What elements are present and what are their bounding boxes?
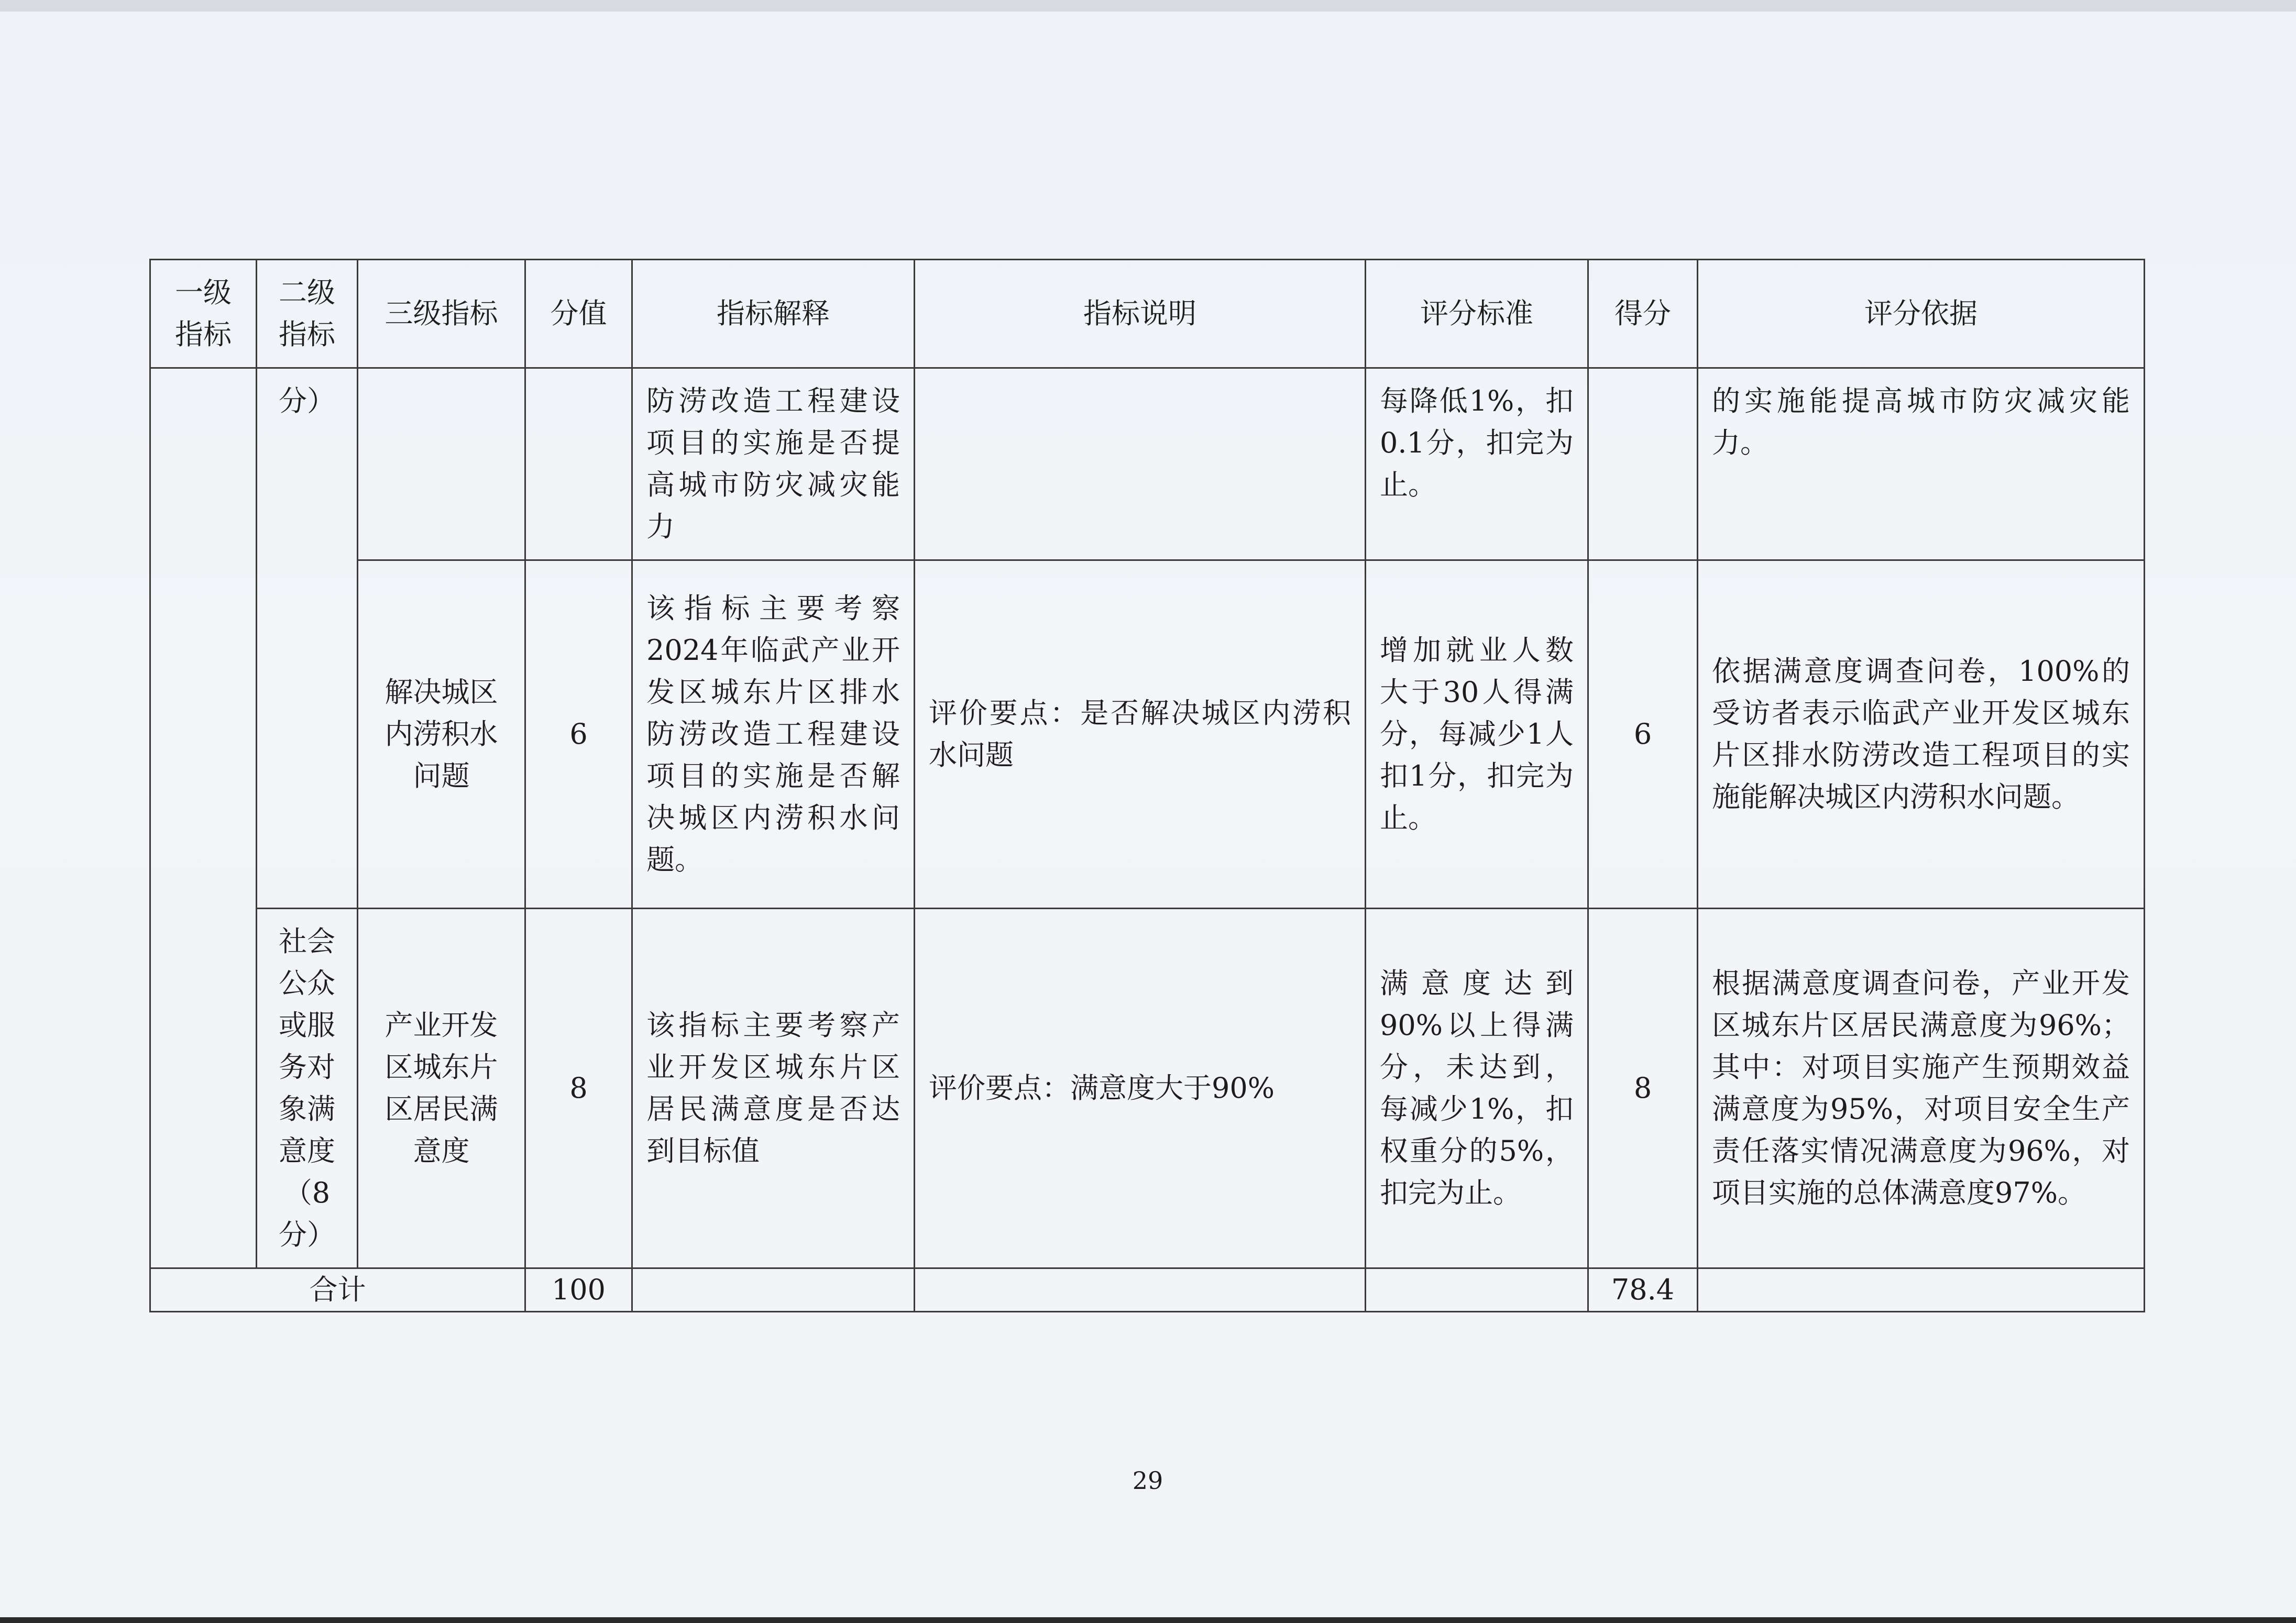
total-empty-cell (915, 1268, 1366, 1312)
interpretation-cell: 该指标主要考察2024年临武产业开发区城东片区排水防涝改造工程建设项目的实施是否解决城区内涝积水问题。 (632, 560, 915, 909)
description-cell: 评价要点：满意度大于90% (915, 909, 1366, 1268)
basis-cell: 根据满意度调查问卷，产业开发区城东片区居民满意度为96%；其中：对项目实施产生预期效益满意度为95%，对项目安全生产责任落实情况满意度为96%，对项目实施的总体满意度97%。 (1698, 909, 2145, 1268)
total-score: 78.4 (1588, 1268, 1698, 1312)
total-empty-cell (1366, 1268, 1588, 1312)
weight-cell: 6 (525, 560, 632, 909)
level3-cell: 解决城区内涝积水问题 (358, 560, 525, 909)
weight-cell: 8 (525, 909, 632, 1268)
header-description: 指标说明 (915, 260, 1366, 368)
scan-top-edge (0, 0, 2296, 12)
interpretation-cell: 防涝改造工程建设项目的实施是否提高城市防灾减灾能力 (632, 368, 915, 560)
header-level2: 二级指标 (257, 260, 358, 368)
total-row (150, 1268, 2145, 1312)
header-interpretation: 指标解释 (632, 260, 915, 368)
description-cell (915, 368, 1366, 560)
table-row (150, 560, 2145, 909)
header-weight: 分值 (525, 260, 632, 368)
page-number: 29 (1132, 1466, 1163, 1495)
criteria-cell: 增加就业人数大于30人得满分，每减少1人扣1分，扣完为止。 (1366, 560, 1588, 909)
weight-cell (525, 368, 632, 560)
header-basis: 评分依据 (1698, 260, 2145, 368)
table-row (150, 909, 2145, 1268)
header-level1: 一级指标 (150, 260, 257, 368)
total-empty-cell (632, 1268, 915, 1312)
score-cell (1588, 368, 1698, 560)
level2-cell: 社会公众或服务对象满意度（8分） (257, 909, 358, 1268)
criteria-cell: 满意度达到90%以上得满分，未达到，每减少1%，扣权重分的5%，扣完为止。 (1366, 909, 1588, 1268)
scan-bottom-edge (0, 1617, 2296, 1623)
level3-cell: 产业开发区城东片区居民满意度 (358, 909, 525, 1268)
basis-cell: 的实施能提高城市防灾减灾能力。 (1698, 368, 2145, 560)
table-row (150, 368, 2145, 560)
header-criteria: 评分标准 (1366, 260, 1588, 368)
description-cell: 评价要点：是否解决城区内涝积水问题 (915, 560, 1366, 909)
total-weight: 100 (525, 1268, 632, 1312)
evaluation-table (149, 259, 2145, 1312)
level1-cell (150, 368, 257, 1268)
level3-cell (358, 368, 525, 560)
score-cell: 8 (1588, 909, 1698, 1268)
basis-cell: 依据满意度调查问卷，100%的受访者表示临武产业开发区城东片区排水防涝改造工程项目的实施能解决城区内涝积水问题。 (1698, 560, 2145, 909)
total-empty-cell (1698, 1268, 2145, 1312)
criteria-cell: 每降低1%，扣0.1分，扣完为止。 (1366, 368, 1588, 560)
interpretation-cell: 该指标主要考察产业开发区城东片区居民满意度是否达到目标值 (632, 909, 915, 1268)
score-cell: 6 (1588, 560, 1698, 909)
level2-cell: 分） (257, 368, 358, 909)
total-label: 合计 (150, 1268, 525, 1312)
header-row (150, 260, 2145, 368)
header-score: 得分 (1588, 260, 1698, 368)
header-level3: 三级指标 (358, 260, 525, 368)
